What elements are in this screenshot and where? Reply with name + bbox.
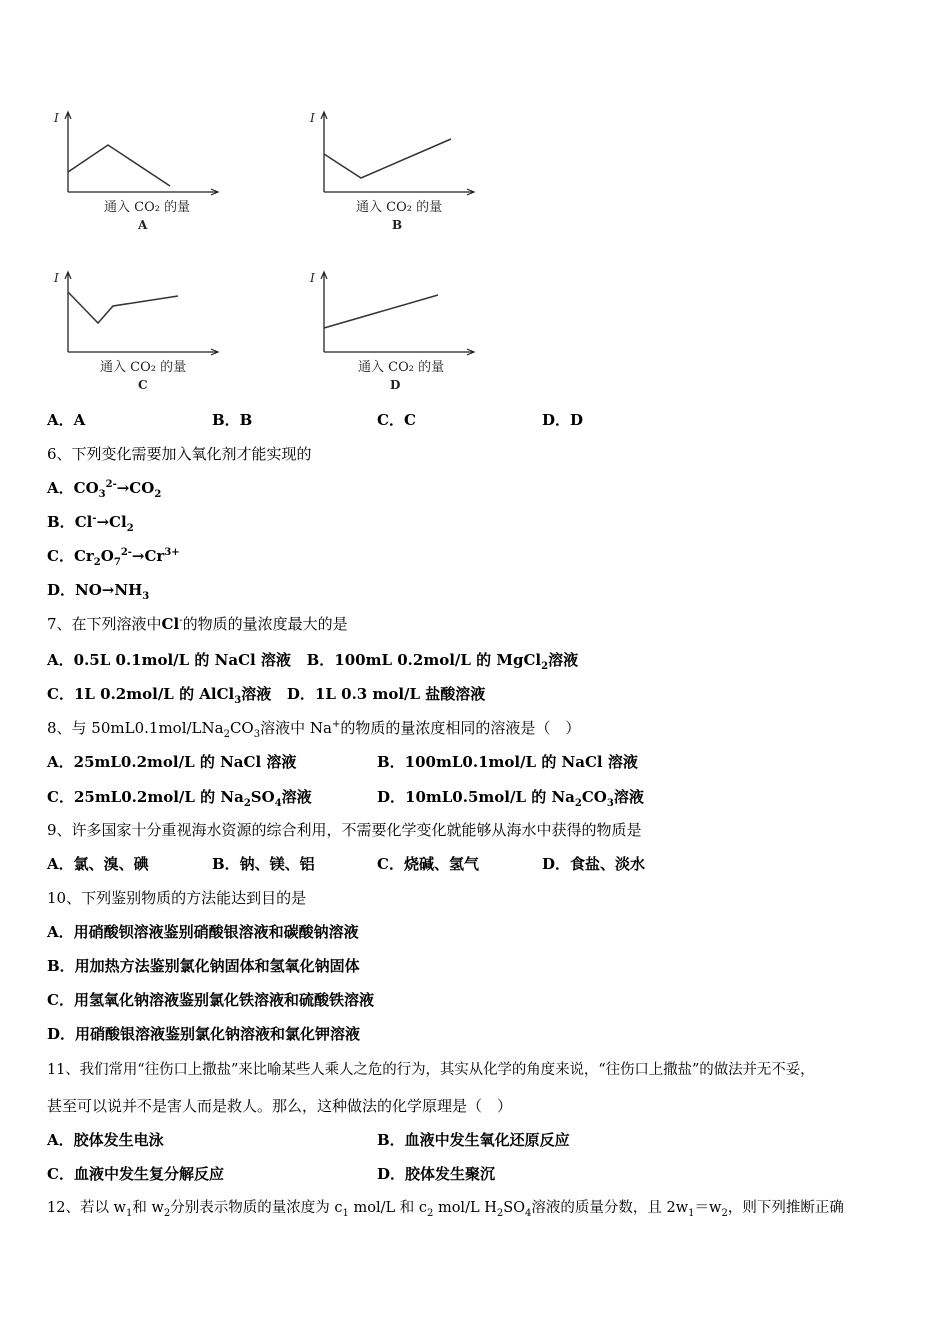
q7-stem	[47, 614, 348, 634]
q6-c-sup1: 2-	[120, 547, 132, 558]
q9-stem: 9、许多国家十分重视海水资源的综合利用，不需要化学变化就能够从海水中获得的物质是	[47, 821, 642, 839]
q8-stem-sup: +	[331, 719, 341, 730]
q7-c-pre: C．1L 0.2mol/L 的 AlCl	[47, 685, 235, 703]
q7-c-sub: 3	[234, 695, 242, 706]
q12-s6: 4	[525, 1207, 532, 1219]
q6-d-from: NO	[75, 581, 102, 599]
q12-p7: 溶液的质量分数，且 2w	[531, 1200, 689, 1216]
q12-s5: 2	[496, 1207, 504, 1219]
q6-a-sub: 3	[98, 489, 106, 500]
q7-b-sub: 2	[541, 661, 549, 672]
q6-a-to: →CO	[116, 479, 155, 497]
q8-d-post: 溶液	[613, 788, 644, 806]
q9-option-c: C．烧碱、氢气	[377, 855, 479, 873]
graph-b-axis-label: I	[310, 111, 315, 125]
q6-b-to: →Cl	[96, 513, 127, 531]
q8-option-b: B．100mL0.1mol/L 的 NaCl 溶液	[377, 753, 638, 771]
q6-b-label: B．	[47, 513, 75, 531]
q6-c-sub1: 2	[93, 557, 101, 568]
q12-s4: 2	[426, 1207, 434, 1219]
q11-stem-line2: 甚至可以说并不是害人而是救人。那么，这种做法的化学原理是（ ）	[47, 1097, 513, 1115]
q7-stem-sup: -	[179, 615, 183, 626]
q8-stem-mid2: 溶液中 Na	[260, 719, 332, 737]
q6-c-label: C．	[47, 547, 74, 565]
graph-c-curve	[68, 292, 178, 323]
q10-option-c: C．用氢氧化钠溶液鉴别氯化铁溶液和硫酸铁溶液	[47, 991, 374, 1009]
q10-option-b: B．用加热方法鉴别氯化钠固体和氢氧化钠固体	[47, 957, 360, 975]
q12-stem	[47, 1198, 844, 1218]
q8-stem-sub2: 3	[253, 729, 261, 740]
q7-options-row2	[47, 684, 485, 704]
q12-s7: 1	[688, 1207, 695, 1219]
q8-option-d	[377, 787, 644, 807]
q12-p1: 12、若以 w	[47, 1200, 126, 1216]
q7-c-post: 溶液	[241, 685, 272, 703]
graph-d	[308, 268, 488, 393]
q11-option-b: B．血液中发生氧化还原反应	[377, 1131, 570, 1149]
graph-a-xlabel: 通入 CO₂ 的量	[104, 200, 191, 215]
q6-a-sup: 2-	[105, 479, 117, 490]
q6-option-b	[47, 512, 134, 532]
q7-option-d: D．1L 0.3 mol/L 盐酸溶液	[286, 685, 486, 703]
q6-d-to: →NH	[101, 581, 143, 599]
q6-option-c	[47, 546, 180, 566]
graph-c-xlabel: 通入 CO₂ 的量	[100, 360, 187, 375]
graph-d-axis-label: I	[310, 271, 315, 285]
q8-stem	[47, 718, 580, 738]
q11-option-d: D．胶体发生聚沉	[377, 1165, 496, 1183]
q8-stem-sub1: 2	[223, 729, 230, 740]
q6-a-to-sub: 2	[154, 489, 162, 500]
q9-option-a: A．氯、溴、碘	[47, 855, 149, 873]
q6-c-sup2: 3+	[164, 547, 180, 558]
q12-s3: 1	[342, 1207, 349, 1219]
graph-c	[52, 268, 232, 393]
q5-option-b: B．B	[212, 411, 253, 429]
q6-c-to: →Cr	[131, 547, 165, 565]
graph-d-svg	[308, 268, 488, 393]
q6-c-2: O	[100, 547, 114, 565]
q6-a-label: A．	[47, 479, 74, 497]
q5-option-a: A．A	[47, 411, 86, 429]
graph-c-svg	[52, 268, 232, 393]
q7-options-row1	[47, 650, 578, 670]
graph-b-xlabel: 通入 CO₂ 的量	[356, 200, 443, 215]
q8-c-pre: C．25mL0.2mol/L 的 Na	[47, 788, 244, 806]
q8-c-mid: SO	[250, 788, 275, 806]
q10-stem: 10、下列鉴别物质的方法能达到目的是	[47, 889, 307, 907]
graph-b-svg	[308, 108, 488, 233]
q12-s2: 2	[163, 1207, 171, 1219]
q8-c-sub1: 2	[243, 798, 251, 809]
q11-option-a: A．胶体发生电泳	[47, 1131, 164, 1149]
q5-option-d: D．D	[542, 411, 584, 429]
q11-option-c: C．血液中发生复分解反应	[47, 1165, 224, 1183]
graph-c-letter: C	[138, 378, 148, 392]
graph-b-curve	[324, 139, 451, 178]
q12-p9: ，则下列推断正确	[727, 1200, 844, 1216]
q6-option-a	[47, 478, 161, 498]
q11-stem-line1: 11、我们常用“往伤口上撒盐”来比喻某些人乘人之危的行为，其实从化学的角度来说，“往伤口上撒盐”的做法并无不妥，	[47, 1062, 815, 1078]
q7-option-b	[306, 651, 579, 672]
q6-a-from: CO	[73, 479, 99, 497]
q10-option-d: D．用硝酸银溶液鉴别氯化钠溶液和氯化钾溶液	[47, 1025, 361, 1043]
q12-p5: mol/L H	[433, 1200, 497, 1216]
q8-d-pre: D．10mL0.5mol/L 的 Na	[377, 788, 575, 806]
q12-s8: 2	[721, 1207, 728, 1219]
q5-option-c: C．C	[377, 411, 416, 429]
q9-option-d: D．食盐、淡水	[542, 855, 646, 873]
q9-option-b: B．钠、镁、铝	[212, 855, 315, 873]
q7-stem-ion: Cl	[161, 615, 180, 633]
q7-b-post: 溶液	[548, 651, 579, 669]
q6-b-from: Cl	[74, 513, 93, 531]
q8-stem-pre: 8、与 50mL0.1mol/LNa	[47, 719, 224, 737]
q8-d-sub1: 2	[574, 798, 582, 809]
graph-d-letter: D	[390, 378, 401, 392]
q8-option-c	[47, 787, 312, 807]
q7-stem-pre: 7、在下列溶液中	[47, 615, 162, 633]
q8-d-mid: CO	[581, 788, 607, 806]
q6-d-sub: 3	[142, 591, 150, 602]
q7-option-c	[47, 685, 272, 706]
q7-b-pre: B．100mL 0.2mol/L 的 MgCl	[306, 651, 542, 669]
q8-c-post: 溶液	[281, 788, 312, 806]
q6-d-label: D．	[47, 581, 76, 599]
q6-stem: 6、下列变化需要加入氧化剂才能实现的	[47, 445, 312, 463]
q8-c-sub2: 4	[274, 798, 282, 809]
graph-d-xlabel: 通入 CO₂ 的量	[358, 360, 445, 375]
q8-d-sub2: 3	[606, 798, 614, 809]
q7-option-a: A．0.5L 0.1mol/L 的 NaCl 溶液	[47, 651, 291, 669]
q6-option-d	[47, 580, 149, 600]
q6-b-sup: -	[92, 513, 97, 524]
q6-b-to-sub: 2	[126, 523, 134, 534]
q6-c-sub2: 7	[113, 557, 121, 568]
q12-p4: mol/L 和 c	[348, 1200, 427, 1216]
graph-d-curve	[324, 295, 438, 328]
q8-stem-mid: CO	[229, 719, 254, 737]
q12-p6: SO	[503, 1200, 526, 1216]
q12-p8: ＝w	[694, 1200, 722, 1216]
graph-a-axis-label: I	[54, 111, 59, 125]
graph-a-letter: A	[138, 218, 148, 232]
graph-a-svg	[52, 108, 232, 233]
graph-b-letter: B	[392, 218, 403, 232]
q12-p2: 和 w	[132, 1200, 164, 1216]
q10-option-a: A．用硝酸钡溶液鉴别硝酸银溶液和碳酸钠溶液	[47, 923, 359, 941]
q12-s1: 1	[125, 1207, 133, 1219]
graph-a-curve	[68, 145, 170, 186]
graph-b	[308, 108, 488, 233]
q7-stem-post: 的物质的量浓度最大的是	[182, 615, 348, 633]
graph-c-axis-label: I	[54, 271, 59, 285]
q6-c-1: Cr	[73, 547, 94, 565]
q12-p3: 分别表示物质的量浓度为 c	[170, 1200, 343, 1216]
q8-option-a: A．25mL0.2mol/L 的 NaCl 溶液	[47, 753, 297, 771]
graph-a	[52, 108, 232, 233]
q8-stem-post: 的物质的量浓度相同的溶液是（ ）	[340, 719, 581, 737]
